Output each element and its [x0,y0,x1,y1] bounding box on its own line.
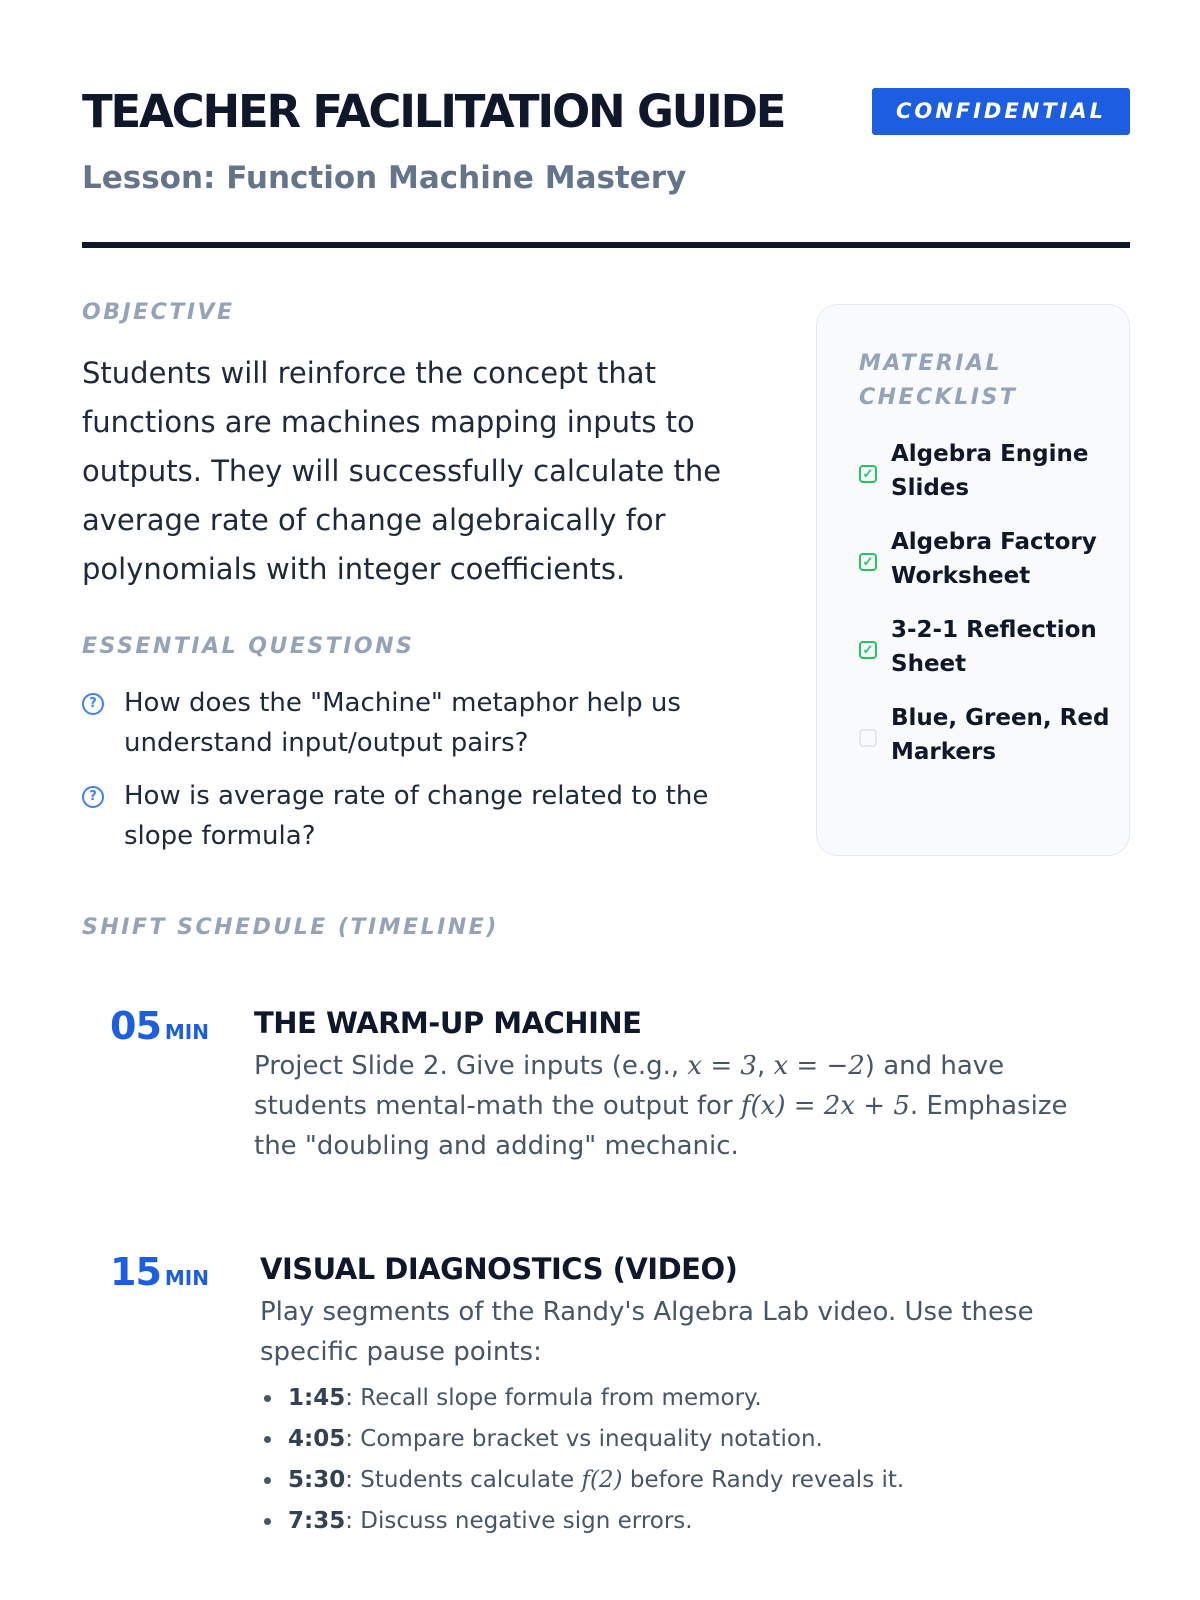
math-expression: x = 3 [687,1051,757,1081]
timeline-heading: VISUAL DIAGNOSTICS (VIDEO) [260,1252,738,1286]
pause-text: before Randy reveals it. [622,1467,905,1493]
pause-point [260,1419,1090,1460]
timeline-description: Play segments of the Randy's Algebra Lab video. Use these specific pause points: [260,1297,1034,1367]
desc-text: , [756,1051,774,1081]
duration [110,1250,209,1294]
pause-text: : Compare bracket vs inequality notation. [345,1426,823,1452]
pause-time: 7:35 [288,1508,346,1534]
checklist-title: MATERIAL CHECKLIST [859,351,1018,410]
pause-point [260,1501,1090,1542]
essential-question-item [82,683,742,763]
question-circle-icon: ? [82,786,104,808]
checklist-item-label: 3-2-1 Reflection Sheet [891,617,1097,677]
timeline-entry-body [260,1246,1090,1542]
material-checklist-card [816,304,1130,856]
lesson-subtitle: Lesson: Function Machine Mastery [82,160,687,196]
checklist-item-label: Blue, Green, Red Markers [891,705,1110,765]
duration-unit: MIN [164,1020,209,1044]
objective-label: OBJECTIVE [82,300,235,325]
pause-point [260,1378,1090,1419]
confidential-badge: CONFIDENTIAL [872,88,1130,135]
checked-checkbox-icon[interactable]: ✓ [859,553,877,571]
essential-question-text: How is average rate of change related to the slope formula? [124,781,709,851]
essential-question-item [82,776,742,856]
math-expression: x = −2 [773,1051,865,1081]
timeline-heading: THE WARM-UP MACHINE [254,1006,642,1040]
timeline-entry-body [254,1000,1084,1166]
math-expression: f(x) = 2x + 5 [740,1091,910,1121]
duration [110,1004,209,1048]
math-expression: f(2) [581,1467,623,1493]
essential-questions-list [82,683,742,869]
essential-question-text: How does the "Machine" metaphor help us understand input/output pairs? [124,688,681,758]
checklist-item-reflection[interactable] [857,613,1117,701]
duration-minutes: 05 [110,1004,161,1048]
desc-text: ) and have students mental-math the output for [254,1051,1005,1121]
checked-checkbox-icon[interactable]: ✓ [859,641,877,659]
pause-point [260,1460,1090,1501]
objective-text: Students will reinforce the concept that functions are machines mapping inputs to outputs. They will successfully calculate the average rate of change algebraically for polynomials with integer coefficients. [82,356,722,586]
empty-checkbox-icon[interactable] [859,729,877,747]
schedule-label: SHIFT SCHEDULE (TIMELINE) [82,915,499,940]
pause-text: : Recall slope formula from memory. [345,1385,762,1411]
desc-text: Project Slide 2. Give inputs (e.g., [254,1051,688,1081]
duration-minutes: 15 [110,1250,161,1294]
duration-unit: MIN [164,1266,209,1290]
checklist [857,437,1117,789]
pause-time: 1:45 [288,1385,346,1411]
essential-questions-label: ESSENTIAL QUESTIONS [82,634,415,659]
page-title: TEACHER FACILITATION GUIDE [82,85,785,138]
checklist-item-label: Algebra Factory Worksheet [891,529,1097,589]
checklist-item-label: Algebra Engine Slides [891,441,1089,501]
header-divider [82,242,1130,248]
timeline-description [254,1046,1084,1166]
checklist-item-markers[interactable] [857,701,1117,789]
pause-text: : Discuss negative sign errors. [345,1508,693,1534]
checked-checkbox-icon[interactable]: ✓ [859,465,877,483]
pause-time: 4:05 [288,1426,346,1452]
question-circle-icon: ? [82,693,104,715]
pause-text: : Students calculate [345,1467,582,1493]
desc-text: . Emphasize the "doubling and adding" mechanic. [254,1091,1068,1161]
pause-time: 5:30 [288,1467,346,1493]
checklist-item-slides[interactable] [857,437,1117,525]
pause-points-list [260,1378,1090,1542]
checklist-item-worksheet[interactable] [857,525,1117,613]
